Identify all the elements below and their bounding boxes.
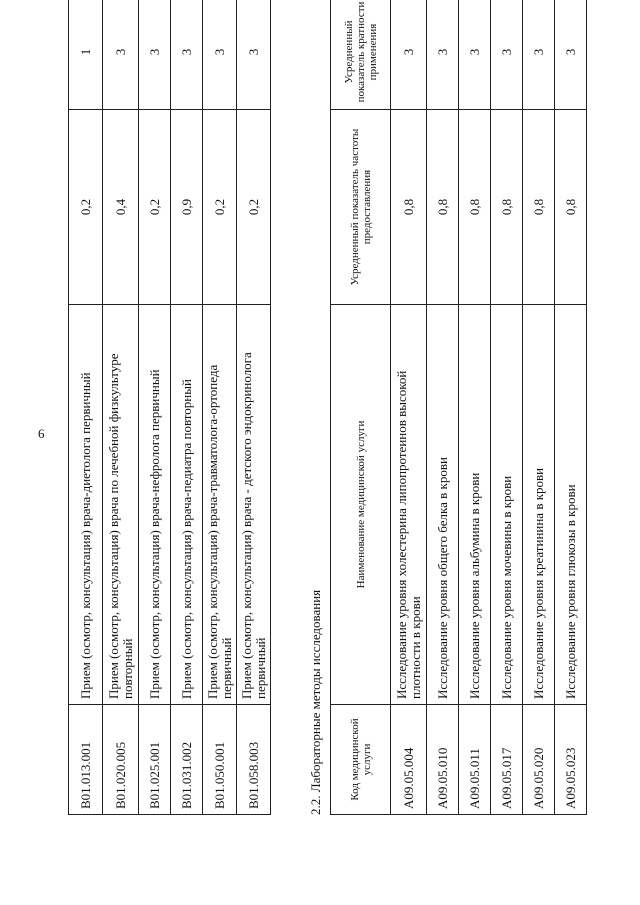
frequency-value: 0,8 [555,110,587,305]
table-header-row [331,0,391,815]
service-name: Прием (осмотр, консультация) врача-педиатра повторный [171,305,203,705]
multiplicity-value: 3 [523,0,555,110]
service-name: Исследование уровня креатинина в крови [523,305,555,705]
service-code: B01.020.005 [103,705,139,815]
frequency-value: 0,8 [459,110,491,305]
table-row [203,0,237,815]
table-row [139,0,171,815]
multiplicity-value: 3 [237,0,271,110]
service-name: Исследование уровня общего белка в крови [427,305,459,705]
page-number: 6 [38,426,45,441]
frequency-value: 0,8 [427,110,459,305]
service-code: B01.031.002 [171,705,203,815]
service-name: Прием (осмотр, консультация) врача - детского эндокринолога первичный [237,305,271,705]
service-code: B01.058.003 [237,705,271,815]
multiplicity-value: 3 [139,0,171,110]
frequency-value: 0,2 [203,110,237,305]
multiplicity-value: 3 [171,0,203,110]
frequency-value: 0,4 [103,110,139,305]
service-name: Прием (осмотр, консультация) врача-диетолога первичный [69,305,103,705]
header-frequency: Усредненный показатель частоты предоставления [331,110,391,305]
multiplicity-value: 1 [69,0,103,110]
multiplicity-value: 3 [427,0,459,110]
frequency-value: 0,2 [139,110,171,305]
header-multiplicity: Усредненный показатель кратности применения [331,0,391,110]
frequency-value: 0,8 [491,110,523,305]
service-code: A09.05.020 [523,705,555,815]
table-row [391,0,427,815]
multiplicity-value: 3 [459,0,491,110]
header-code: Код медицинской услуги [331,705,391,815]
multiplicity-value: 3 [391,0,427,110]
service-code: A09.05.023 [555,705,587,815]
multiplicity-value: 3 [103,0,139,110]
table-row [555,0,587,815]
frequency-value: 0,8 [391,110,427,305]
table-row [427,0,459,815]
service-name: Исследование уровня холестерина липопротеинов высокой плотности в крови [391,305,427,705]
frequency-value: 0,2 [69,110,103,305]
service-name: Исследование уровня альбумина в крови [459,305,491,705]
table-row [237,0,271,815]
frequency-value: 0,8 [523,110,555,305]
multiplicity-value: 3 [203,0,237,110]
service-code: A09.05.004 [391,705,427,815]
table-row [103,0,139,815]
table-row [523,0,555,815]
table-row [171,0,203,815]
service-code: B01.050.001 [203,705,237,815]
service-code: B01.025.001 [139,705,171,815]
multiplicity-value: 3 [555,0,587,110]
multiplicity-value: 3 [491,0,523,110]
header-name: Наименование медицинской услуги [331,305,391,705]
service-name: Прием (осмотр, консультация) врача по лечебной физкультуре повторный [103,305,139,705]
service-code: A09.05.011 [459,705,491,815]
service-code: A09.05.010 [427,705,459,815]
table-row [459,0,491,815]
service-name: Прием (осмотр, консультация) врача-нефролога первичный [139,305,171,705]
consultations-table [68,0,271,815]
service-name: Прием (осмотр, консультация) врача-травматолога-ортопеда первичный [203,305,237,705]
service-name: Исследование уровня мочевины в крови [491,305,523,705]
service-code: A09.05.017 [491,705,523,815]
table-row [69,0,103,815]
lab-methods-table [330,0,587,815]
service-name: Исследование уровня глюкозы в крови [555,305,587,705]
frequency-value: 0,9 [171,110,203,305]
frequency-value: 0,2 [237,110,271,305]
service-code: B01.013.001 [69,705,103,815]
table-row [491,0,523,815]
section-title: 2.2. Лабораторные методы исследования [308,589,323,815]
